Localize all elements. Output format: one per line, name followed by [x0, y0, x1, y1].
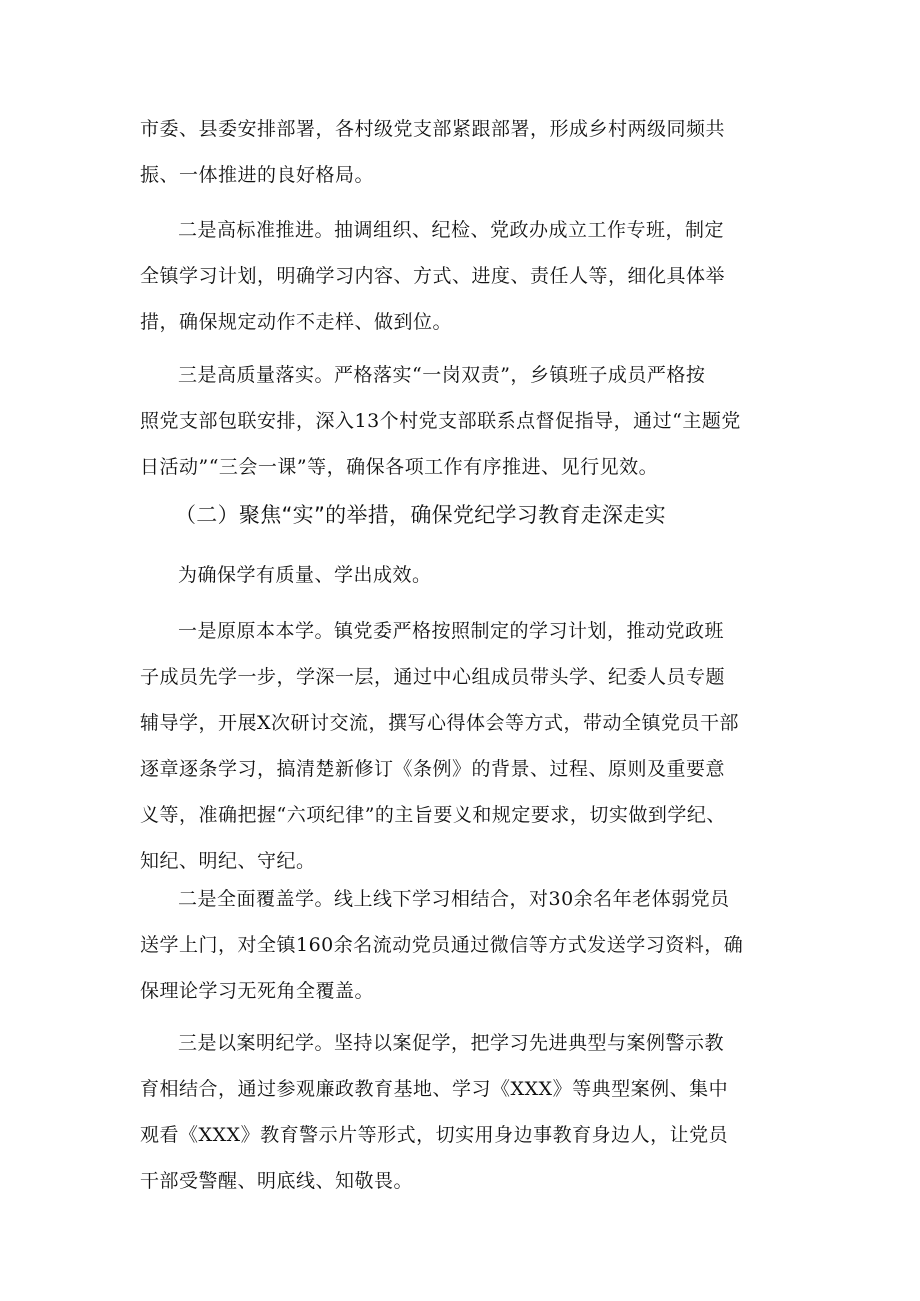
paragraph-3-line-3: 日活动”“三会一课”等，确保各项工作有序推进、见行见效。	[140, 456, 659, 478]
paragraph-6	[140, 876, 790, 1014]
paragraph-2-line-1: 二是高标准推进。抽调组织、纪检、党政办成立工作专班，制定	[178, 219, 725, 241]
paragraph-7-line-3: 观看《XXX》教育警示片等形式，切实用身边事教育身边人，让党员	[140, 1124, 729, 1146]
paragraph-5	[140, 608, 790, 884]
paragraph-6-line-3: 保理论学习无死角全覆盖。	[140, 980, 375, 1002]
paragraph-4-line-1: 为确保学有质量、学出成效。	[178, 564, 432, 586]
paragraph-5-line-3: 辅导学，开展X次研讨交流，撰写心得体会等方式，带动全镇党员干部	[140, 712, 740, 734]
paragraph-5-line-5: 义等，准确把握“六项纪律”的主旨要义和规定要求，切实做到学纪、	[140, 804, 726, 826]
paragraph-3-line-2: 照党支部包联安排，深入13个村党支部联系点督促指导，通过“主题党	[140, 410, 741, 432]
paragraph-2	[140, 207, 790, 345]
paragraph-7-line-1: 三是以案明纪学。坚持以案促学，把学习先进典型与案例警示教	[178, 1032, 725, 1054]
paragraph-7-line-4: 干部受警醒、明底线、知敬畏。	[140, 1170, 414, 1192]
paragraph-5-line-6: 知纪、明纪、守纪。	[140, 850, 316, 872]
section-heading: （二）聚焦“实”的举措，确保党纪学习教育走深走实	[175, 503, 666, 527]
paragraph-3	[140, 352, 790, 490]
paragraph-5-line-4: 逐章逐条学习，搞清楚新修订《条例》的背景、过程、原则及重要意	[140, 758, 726, 780]
paragraph-7-line-2: 育相结合，通过参观廉政教育基地、学习《XXX》等典型案例、集中	[140, 1078, 729, 1100]
paragraph-1	[140, 106, 790, 198]
paragraph-4	[140, 552, 790, 598]
paragraph-2-line-3: 措，确保规定动作不走样、做到位。	[140, 311, 453, 333]
paragraph-5-line-1: 一是原原本本学。镇党委严格按照制定的学习计划，推动党政班	[178, 620, 725, 642]
paragraph-6-line-2: 送学上门，对全镇160余名流动党员通过微信等方式发送学习资料，确	[140, 934, 744, 956]
paragraph-2-line-2: 全镇学习计划，明确学习内容、方式、进度、责任人等，细化具体举	[140, 265, 726, 287]
paragraph-6-line-1: 二是全面覆盖学。线上线下学习相结合，对30余名年老体弱党员	[178, 888, 730, 910]
paragraph-1-line-1: 市委、县委安排部署，各村级党支部紧跟部署，形成乡村两级同频共	[140, 118, 726, 140]
paragraph-1-line-2: 振、一体推进的良好格局。	[140, 164, 375, 186]
paragraph-3-line-1: 三是高质量落实。严格落实“一岗双责”，乡镇班子成员严格按	[178, 364, 706, 386]
paragraph-5-line-2: 子成员先学一步，学深一层，通过中心组成员带头学、纪委人员专题	[140, 666, 726, 688]
paragraph-7	[140, 1020, 790, 1204]
